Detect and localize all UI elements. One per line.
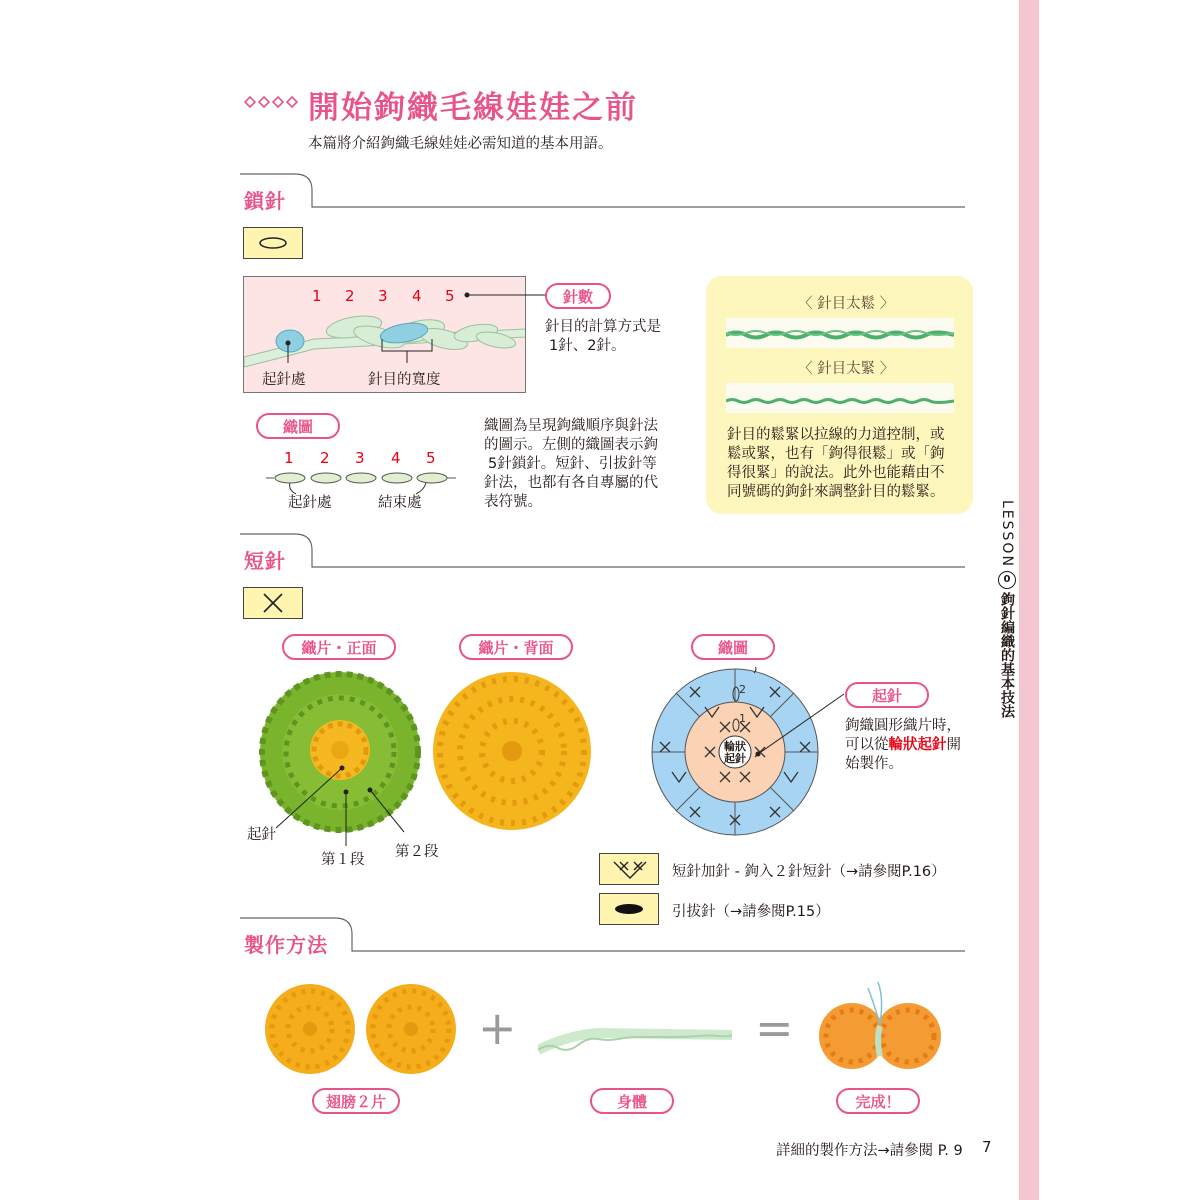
chain-stitch-icon: [244, 228, 304, 260]
chart-text-line: 的圖示。左側的織圖表示鉤: [484, 437, 658, 453]
magic-ring-label-line: 起針: [724, 752, 746, 765]
side-band: [1019, 0, 1039, 1200]
tight-chain-image: [726, 383, 954, 413]
round-mark-2: 2: [739, 683, 746, 696]
chain-chart-end-label: 結束處: [378, 495, 422, 511]
intro-text: 本篇將介紹鉤織毛線娃娃必需知道的基本用語。: [308, 136, 613, 152]
section-title-chain: 鎖針: [244, 189, 286, 213]
chain-chart-start-label: 起針處: [288, 495, 332, 511]
chain-photo-number: 1: [312, 287, 322, 305]
wing-image: [365, 983, 457, 1075]
chain-photo-number: 5: [445, 287, 455, 305]
page-title: 開始鉤織毛線娃娃之前: [308, 90, 638, 126]
tight-label: 〈 針目太緊 〉: [798, 361, 895, 377]
start-pill: 起針: [845, 682, 929, 708]
ring-text-highlight: 輪狀起針: [888, 737, 947, 753]
side-lesson-title: [994, 500, 1020, 718]
tension-text-line: 同號碼的鉤針來調整針目的鬆緊。: [727, 484, 945, 500]
wings-pill: 翅膀２片: [312, 1088, 400, 1114]
body-pill: 身體: [590, 1088, 674, 1114]
plus-sign: +: [478, 1001, 517, 1055]
chain-chart-number: 3: [355, 449, 365, 467]
chart-text-line: 針法，也都有各自專屬的代: [484, 475, 658, 491]
ring-text-line: [845, 736, 961, 755]
slip-stitch-icon: [600, 894, 660, 924]
chain-chart-number: 5: [426, 449, 436, 467]
loose-label: 〈 針目太鬆 〉: [798, 296, 895, 312]
tension-text-line: 得很緊」的說法。此外也能藉由不: [727, 465, 945, 481]
done-pill: 完成！: [836, 1088, 920, 1114]
single-chart-pill: 織圖: [691, 634, 775, 660]
start-label: 起針: [247, 827, 276, 843]
legend-increase: 短針加針 - 鉤入２針短針（→請參閱P.16）: [672, 864, 946, 880]
start-leader-line: [740, 690, 850, 760]
lesson-label: LESSON: [999, 500, 1015, 568]
single-crochet-icon: [244, 588, 304, 620]
count-text-line: 針目的計算方式是: [545, 319, 661, 335]
round-mark-1: 1: [739, 712, 746, 725]
increase-icon: [600, 854, 660, 884]
ring-text-line: 鉤織圓形織片時，: [845, 718, 961, 734]
front-pill: 織片・正面: [282, 634, 396, 660]
wing-image: [264, 983, 356, 1075]
chain-start-label: 起針處: [262, 372, 306, 388]
chain-width-label: 針目的寬度: [368, 372, 441, 388]
chain-photo-number: 4: [412, 287, 422, 305]
title-diamonds: [244, 94, 300, 113]
chain-symbol-box: [243, 227, 303, 259]
count-leader-line: [460, 288, 550, 302]
section-title-method: 製作方法: [244, 933, 328, 957]
row1-label: 第１段: [321, 852, 365, 868]
row2-label: 第２段: [395, 844, 439, 860]
chain-chart-number: 1: [284, 449, 294, 467]
chart-text-line: 5針鎖針。短針、引拔針等: [488, 456, 657, 472]
finished-butterfly-image: [814, 978, 944, 1076]
lesson-title-text: 鉤針編織的基本技法: [999, 591, 1015, 718]
ring-text-line: 始製作。: [845, 756, 903, 772]
chain-chart-pill: 織圖: [256, 413, 340, 439]
chain-chart-number: 4: [391, 449, 401, 467]
page-number: 7: [982, 1138, 992, 1156]
increase-symbol-box: [599, 853, 659, 885]
back-pill: 織片・背面: [459, 634, 573, 660]
chain-chart-number: 2: [320, 449, 330, 467]
pill-tick: [265, 412, 271, 414]
magic-ring-label-line: 輪狀: [724, 740, 746, 753]
front-leader-lines: [270, 740, 430, 850]
chain-photo-number: 2: [345, 287, 355, 305]
footer-reference: 詳細的製作方法→請參閱 P. 9: [776, 1143, 963, 1159]
legend-slip: 引拔針（→請參閱P.15）: [672, 904, 830, 920]
single-symbol-box: [243, 587, 303, 619]
tension-text-line: 鬆或緊，也有「鉤得很鬆」或「鉤: [727, 446, 945, 462]
slip-symbol-box: [599, 893, 659, 925]
ring-text-part: 開: [946, 737, 961, 753]
chart-text-line: 表符號。: [484, 494, 542, 510]
lesson-number-badge: 0: [998, 571, 1016, 589]
equals-sign: =: [755, 1001, 794, 1055]
loose-chain-image: [726, 318, 954, 348]
body-chain-image: [538, 1015, 732, 1060]
section-divider-chain: [240, 170, 970, 215]
chart-text-line: 織圖為呈現鉤織順序與針法: [484, 418, 658, 434]
chain-photo-number: 3: [378, 287, 388, 305]
count-pill: 針數: [545, 283, 611, 309]
section-title-single: 短針: [244, 549, 286, 573]
count-text-line: 1針、2針。: [549, 338, 626, 354]
tension-text-line: 針目的鬆緊以拉線的力道控制，或: [727, 427, 945, 443]
back-swatch-image: [431, 670, 593, 832]
section-divider-single: [240, 530, 970, 575]
ring-text-part: 可以從: [845, 737, 889, 753]
